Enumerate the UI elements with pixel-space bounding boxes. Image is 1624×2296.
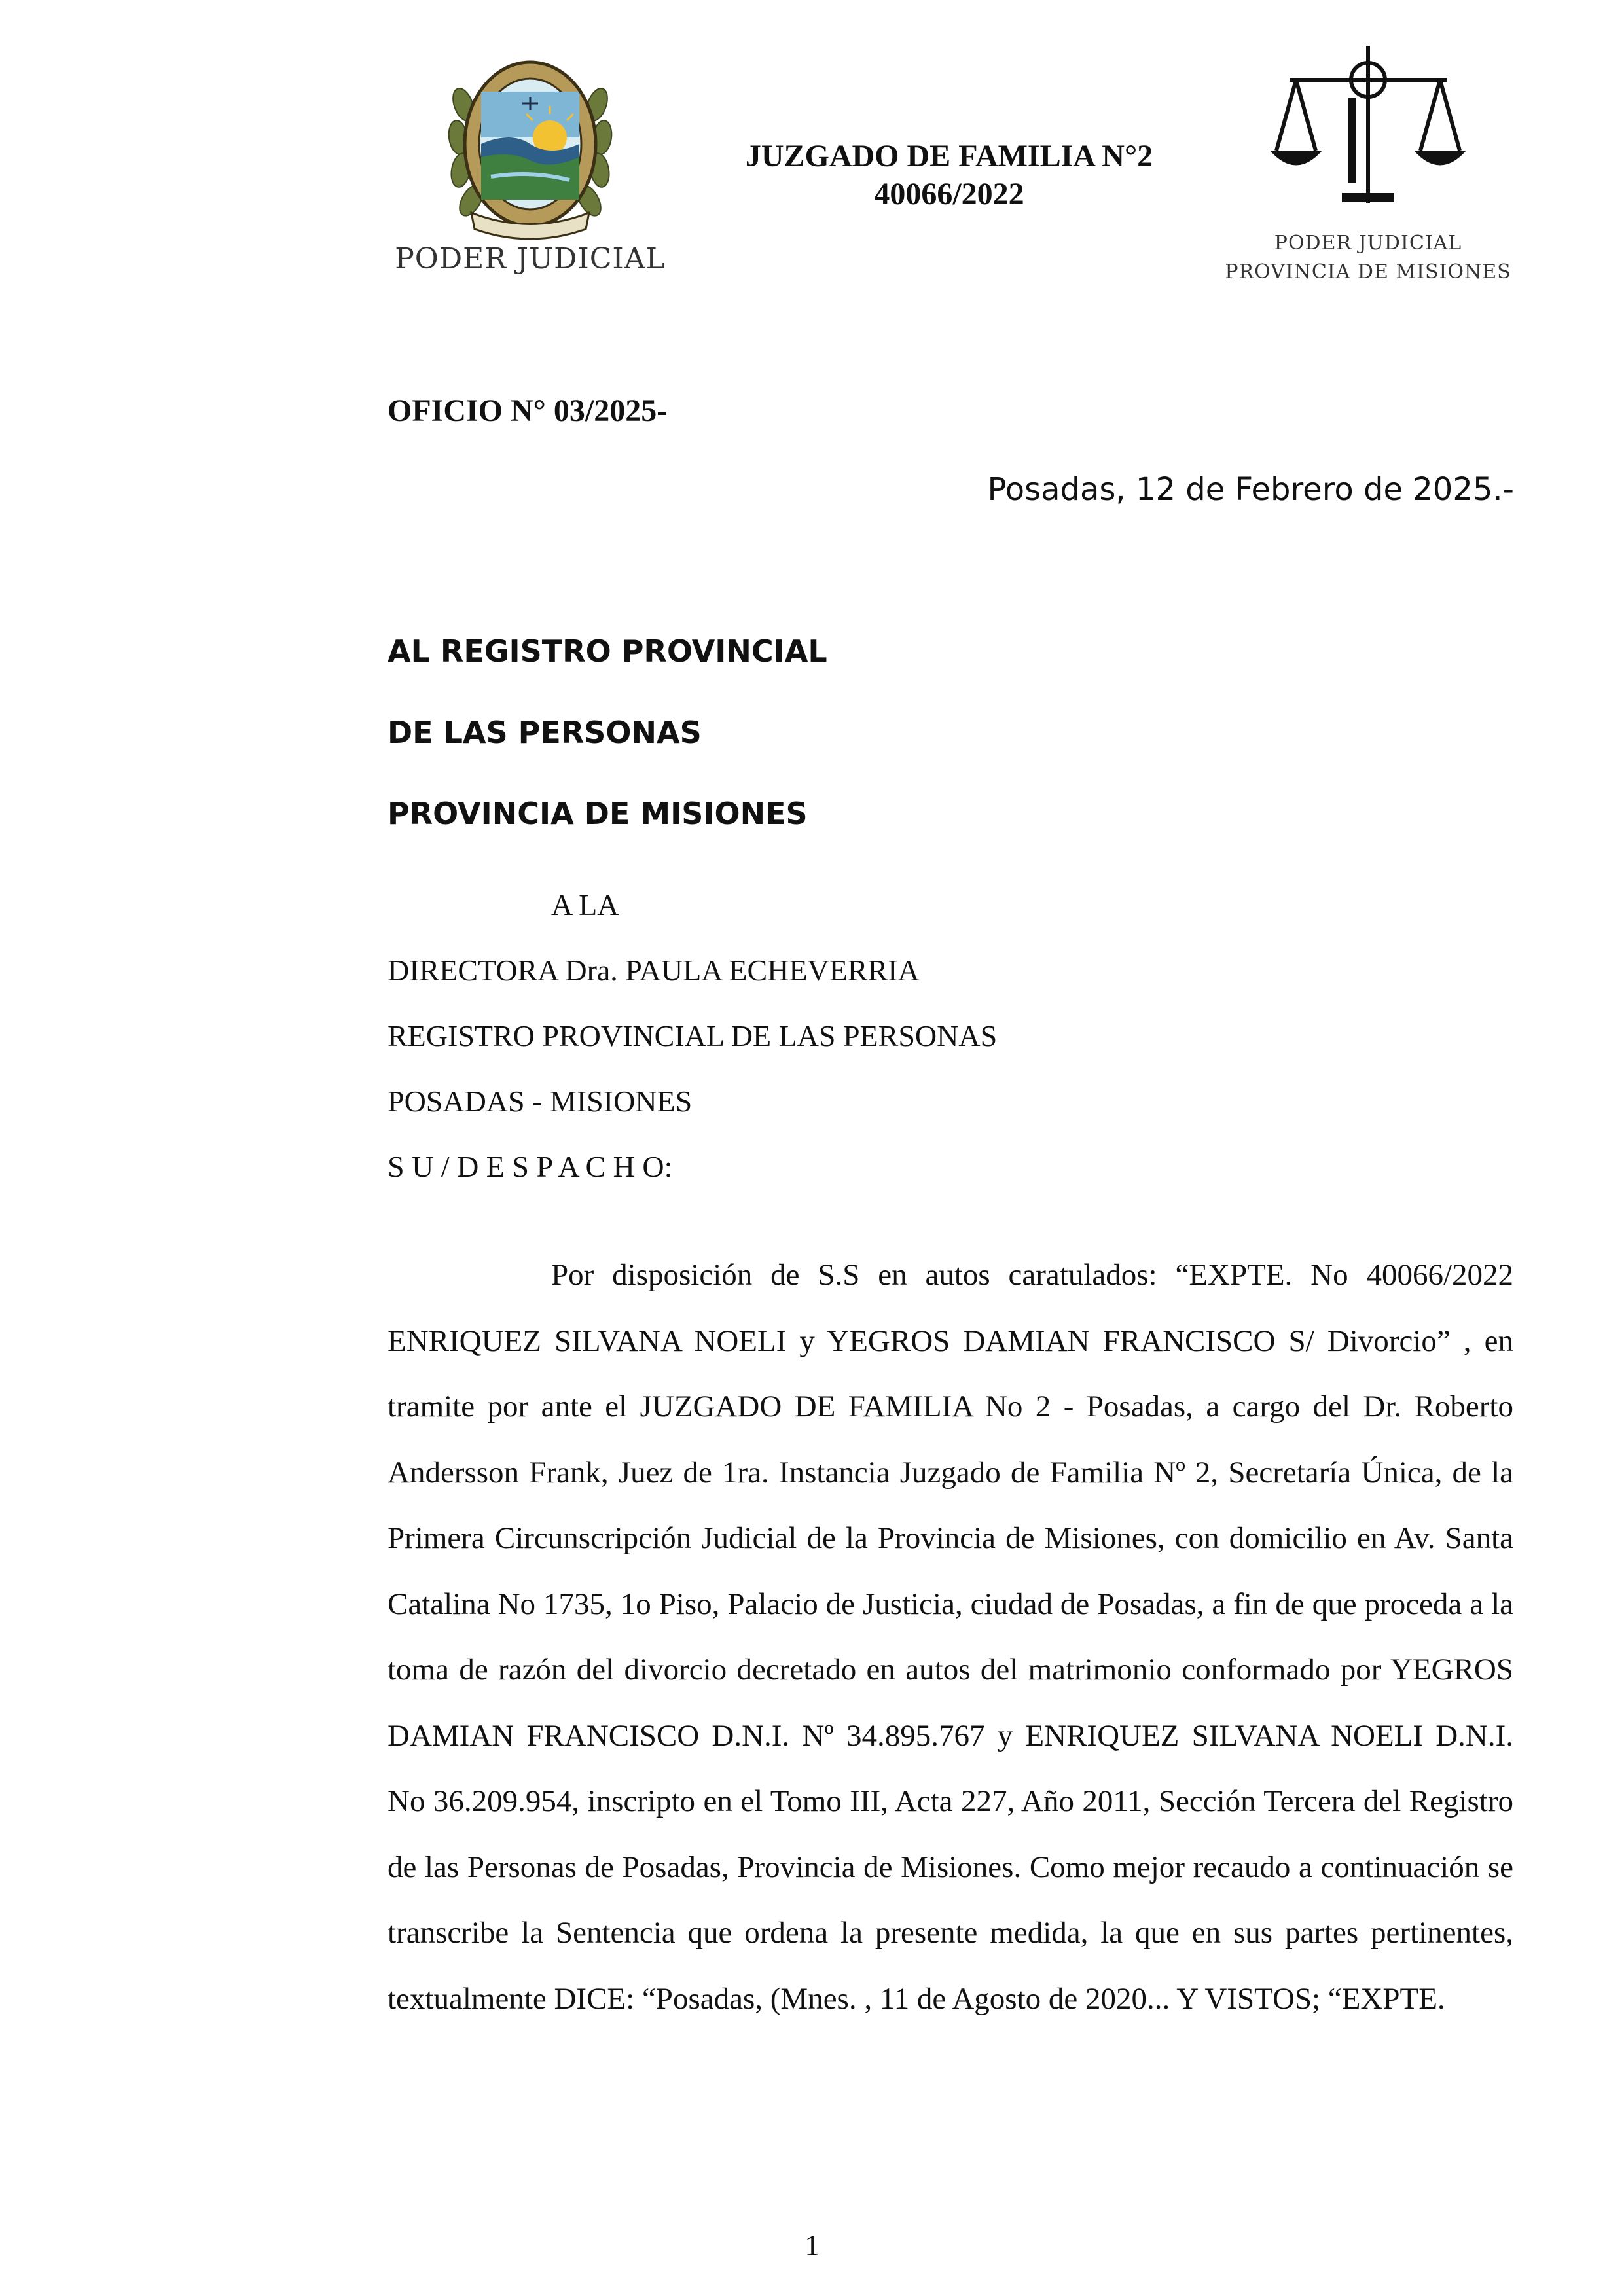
court-heading [681, 137, 1218, 213]
provincia-misiones-seal-icon [445, 46, 615, 242]
recipient-line-3: PROVINCIA DE MISIONES [388, 796, 808, 831]
address-line-1: A LA [551, 888, 619, 922]
recipient-line-1: AL REGISTRO PROVINCIAL [388, 634, 827, 669]
poder-judicial-seal-logo [393, 46, 668, 288]
left-logo-label: PODER JUDICIAL [395, 242, 666, 276]
poder-judicial-scales-logo [1224, 39, 1512, 288]
address-line-5: S U / D E S P A C H O: [388, 1150, 673, 1183]
body-paragraph: Por disposición de S.S en autos caratulados: “EXPTE. No 40066/2022 ENRIQUEZ SILVANA NOELI y YEGROS DAMIAN FRANCISCO S/ Divorcio” , en tramite por ante el JUZGADO DE FAMILIA No 2 - Posadas, a cargo del Dr. Roberto Andersson Frank, Juez de 1ra. Instancia Juzgado de Familia Nº 2, Secretaría Única, de la Primera Circunscripción Judicial de la Provincia de Misiones, con domicilio en Av. Santa Catalina No 1735, 1o Piso, Palacio de Justicia, ciudad de Posadas, a fin de que proceda a la toma de razón del divorcio decretado en autos del matrimonio conformado por YEGROS DAMIAN FRANCISCO D.N.I. Nº 34.895.767 y ENRIQUEZ SILVANA NOELI D.N.I. No 36.209.954, inscripto en el Tomo III, Acta 227, Año 2011, Sección Tercera del Registro de las Personas de Posadas, Provincia de Misiones. Como mejor recaudo a continuación se transcribe la Sentencia que ordena la presente medida, la que en sus partes pertinentes, textualmente DICE: “Posadas, (Mnes. , 11 de Agosto de 2020... Y VISTOS; “EXPTE. [388, 1258, 1513, 2016]
address-line-3: REGISTRO PROVINCIAL DE LAS PERSONAS [388, 1019, 998, 1052]
address-line-2: DIRECTORA Dra. PAULA ECHEVERRIA [388, 954, 920, 987]
right-logo-line1: PODER JUDICIAL [1274, 232, 1462, 255]
recipient-line-2: DE LAS PERSONAS [388, 715, 702, 750]
right-logo-label [1224, 229, 1512, 287]
scales-of-justice-icon [1270, 39, 1466, 229]
right-logo-line2: PROVINCIA DE MISIONES [1225, 260, 1511, 283]
address-line-4: POSADAS - MISIONES [388, 1085, 693, 1118]
page-number: 1 [804, 2229, 820, 2261]
date-line: Posadas, 12 de Febrero de 2025.- [987, 471, 1514, 508]
case-number: 40066/2022 [874, 177, 1024, 211]
court-name: JUZGADO DE FAMILIA N°2 [745, 139, 1153, 173]
oficio-number: OFICIO N° 03/2025- [388, 393, 668, 428]
